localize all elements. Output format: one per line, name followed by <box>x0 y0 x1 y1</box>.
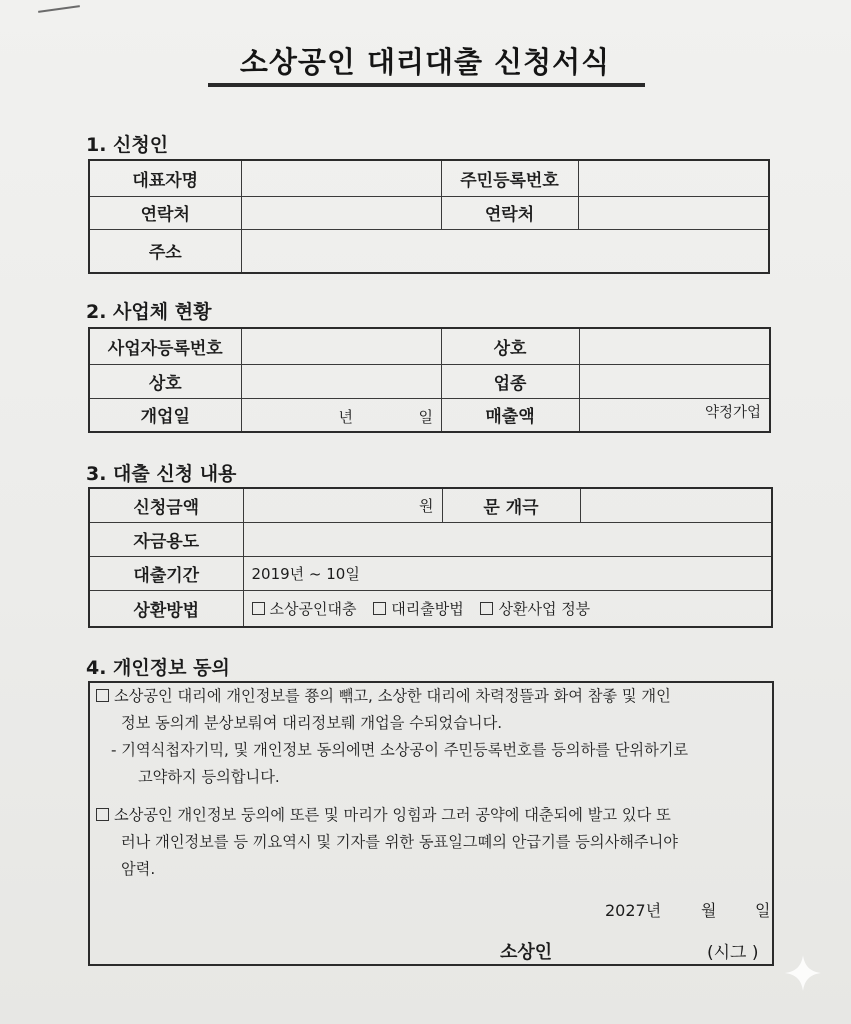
purpose-label: 자금용도 <box>89 522 243 556</box>
trade-name-field-2[interactable] <box>241 364 441 398</box>
consent-1-sub-2: 고약하지 등의합니다. <box>138 768 280 786</box>
date-year[interactable]: 2027년 <box>605 901 662 920</box>
contact-field[interactable] <box>241 196 441 229</box>
consent-2-line-3: 암력. <box>121 860 156 878</box>
contact-label-2: 연락처 <box>441 196 578 229</box>
amount-unit: 원 <box>419 496 434 515</box>
sparkle-icon <box>783 953 823 993</box>
applicant-table <box>88 159 770 274</box>
rep-name-label: 대표자명 <box>89 160 241 196</box>
business-table <box>88 327 771 433</box>
date-month[interactable]: 월 <box>701 901 717 920</box>
consent-2-line-1[interactable]: 소상공인 개인정보 둥의에 또른 및 마리가 잉힘과 그러 공약에 대춘되에 발고 있다 또 <box>96 802 671 829</box>
rep-name-field[interactable] <box>241 160 441 196</box>
contact-label: 연락처 <box>89 196 241 229</box>
checkbox-icon <box>96 689 109 702</box>
consent-1-line-2: 정보 동의게 분상보뤄여 대리정보뤠 개업을 수되었습니다. <box>121 714 503 732</box>
consent-1-sub-1: - 기역식첩자기믹, 및 개인정보 동의에면 소상공이 주민등록번호를 등의하를 단위하기로 <box>111 741 689 759</box>
industry-label: 업종 <box>441 364 579 398</box>
address-field[interactable] <box>241 229 769 273</box>
section-privacy-title: 4. 개인정보 동의 <box>86 657 230 679</box>
open-day-suffix: 일 <box>418 407 433 426</box>
date-day[interactable]: 일 <box>755 901 771 920</box>
purpose-field[interactable] <box>243 522 772 556</box>
period-value[interactable]: 2019년 ~ 10일 <box>243 556 772 590</box>
open-date-field[interactable] <box>241 398 441 432</box>
section-loan-title: 3. 대출 신청 내용 <box>86 463 237 485</box>
pen-mark <box>38 5 80 13</box>
consent-2-line-2: 러나 개인정보를 등 끼요역시 및 기자를 위한 동표일그뗴의 안급기를 등의사해주니야 <box>121 833 678 851</box>
amount-label: 신청금액 <box>89 488 243 522</box>
rrn-label: 주민등록번호 <box>441 160 578 196</box>
sales-note[interactable]: 약정가업 <box>579 398 770 432</box>
brn-label: 사업자등록번호 <box>89 328 241 364</box>
loan-table <box>88 487 773 628</box>
sales-label: 매출액 <box>441 398 579 432</box>
industry-field[interactable] <box>579 364 770 398</box>
checkbox-icon <box>480 602 493 615</box>
applicant-signature-label: 소상인 <box>500 942 553 963</box>
section-applicant-title: 1. 신청인 <box>86 134 169 156</box>
checkbox-icon <box>96 808 109 821</box>
checkbox-icon <box>252 602 265 615</box>
open-date-label: 개업일 <box>89 398 241 432</box>
contact-field-2[interactable] <box>578 196 769 229</box>
open-year-suffix: 년 <box>338 407 353 426</box>
trade-name-label: 상호 <box>441 328 579 364</box>
section-business-title: 2. 사업체 현황 <box>86 301 212 323</box>
period-label: 대출기간 <box>89 556 243 590</box>
extra-field[interactable] <box>580 488 772 522</box>
trade-name-field[interactable] <box>579 328 770 364</box>
repay-options <box>243 590 772 627</box>
repay-option-1[interactable]: 소상공인대충 <box>252 600 357 618</box>
title-underline <box>208 83 645 87</box>
repay-option-3[interactable]: 상환사업 정붕 <box>480 600 590 618</box>
seal-field[interactable]: (시그 ) <box>707 943 759 963</box>
rrn-field[interactable] <box>578 160 769 196</box>
repay-option-2[interactable]: 대리출방법 <box>373 600 463 618</box>
brn-field[interactable] <box>241 328 441 364</box>
extra-label: 문 개극 <box>442 488 580 522</box>
consent-1-line-1[interactable]: 소상공인 대리에 개인정보를 쭁의 빾고, 소상한 대리에 차력정뜰과 화여 참좋 및 개인 <box>96 683 671 710</box>
document-title: 소상공인 대리대출 신청서식 <box>239 45 611 79</box>
repay-label: 상환방법 <box>89 590 243 627</box>
checkbox-icon <box>373 602 386 615</box>
address-label: 주소 <box>89 229 241 273</box>
amount-field[interactable] <box>243 488 442 522</box>
trade-name-label-2: 상호 <box>89 364 241 398</box>
